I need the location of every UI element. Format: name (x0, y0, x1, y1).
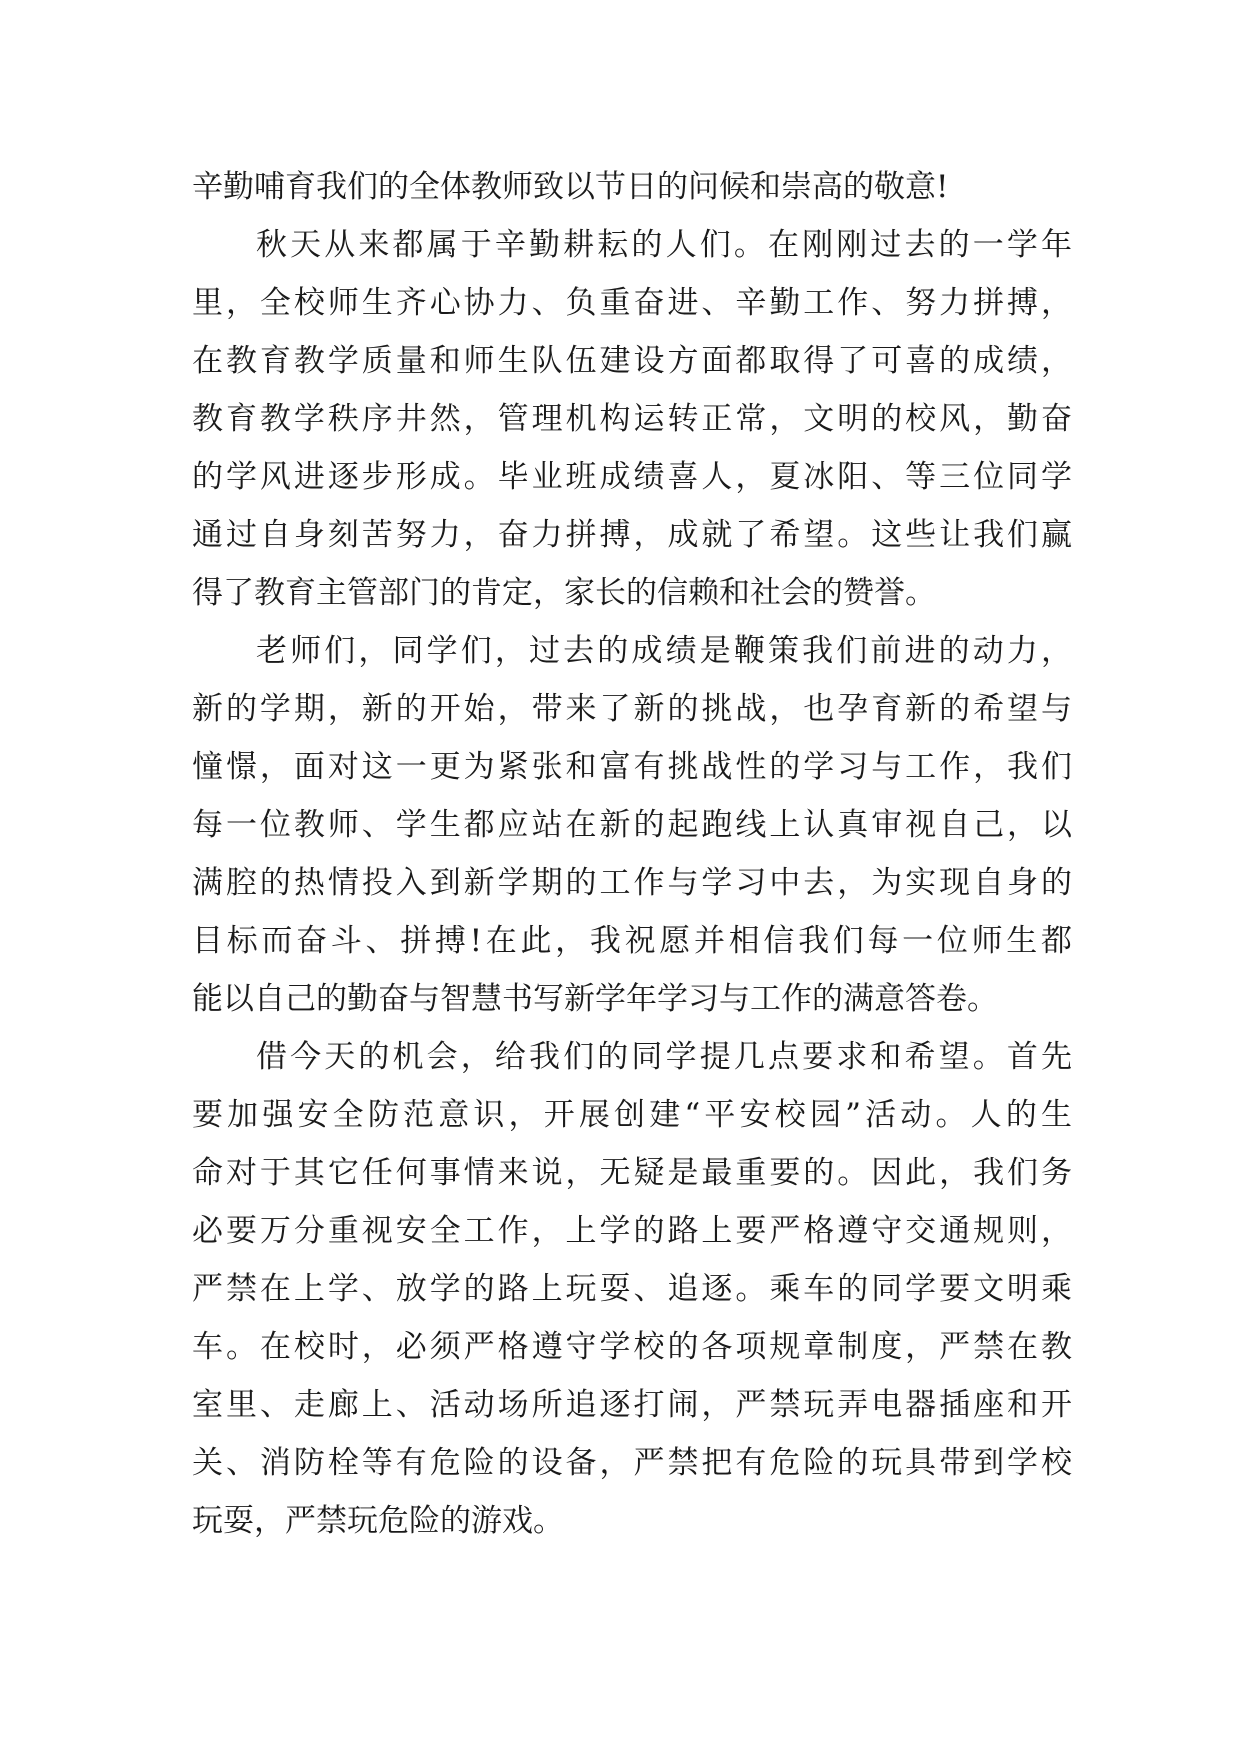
text-line: 新的学期，新的开始，带来了新的挑战，也孕育新的希望与 (192, 691, 1072, 727)
text-line: 借今天的机会，给我们的同学提几点要求和希望。首先 (256, 1039, 1072, 1075)
text-line: 要加强安全防范意识，开展创建“平安校园”活动。人的生 (192, 1097, 1072, 1133)
text-line: 车。在校时，必须严格遵守学校的各项规章制度，严禁在教 (192, 1329, 1072, 1365)
text-line: 能以自己的勤奋与智慧书写新学年学习与工作的满意答卷。 (192, 981, 998, 1017)
text-line: 每一位教师、学生都应站在新的起跑线上认真审视自己，以 (192, 807, 1072, 843)
text-line: 在教育教学质量和师生队伍建设方面都取得了可喜的成绩， (192, 343, 1072, 379)
text-line: 通过自身刻苦努力，奋力拼搏，成就了希望。这些让我们赢 (192, 517, 1072, 553)
text-line: 严禁在上学、放学的路上玩耍、追逐。乘车的同学要文明乘 (192, 1271, 1072, 1307)
text-line: 老师们，同学们，过去的成绩是鞭策我们前进的动力， (256, 633, 1072, 669)
text-line: 目标而奋斗、拼搏!在此，我祝愿并相信我们每一位师生都 (192, 923, 1072, 959)
text-line: 秋天从来都属于辛勤耕耘的人们。在刚刚过去的一学年 (256, 227, 1072, 263)
text-line: 辛勤哺育我们的全体教师致以节日的问候和崇高的敬意! (192, 169, 949, 205)
text-line: 必要万分重视安全工作，上学的路上要严格遵守交通规则， (192, 1213, 1072, 1249)
text-line: 满腔的热情投入到新学期的工作与学习中去，为实现自身的 (192, 865, 1072, 901)
text-line: 得了教育主管部门的肯定，家长的信赖和社会的赞誉。 (192, 575, 936, 611)
text-line: 命对于其它任何事情来说，无疑是最重要的。因此，我们务 (192, 1155, 1072, 1191)
text-line: 玩耍，严禁玩危险的游戏。 (192, 1503, 564, 1539)
text-line: 关、消防栓等有危险的设备，严禁把有危险的玩具带到学校 (192, 1445, 1072, 1481)
text-line: 里，全校师生齐心协力、负重奋进、辛勤工作、努力拼搏， (192, 285, 1072, 321)
document-body (192, 158, 1072, 1550)
text-line: 教育教学秩序井然，管理机构运转正常，文明的校风，勤奋 (192, 401, 1072, 437)
text-line: 的学风进逐步形成。毕业班成绩喜人，夏冰阳、等三位同学 (192, 459, 1072, 495)
text-line: 憧憬，面对这一更为紧张和富有挑战性的学习与工作，我们 (192, 749, 1072, 785)
text-line: 室里、走廊上、活动场所追逐打闹，严禁玩弄电器插座和开 (192, 1387, 1072, 1423)
